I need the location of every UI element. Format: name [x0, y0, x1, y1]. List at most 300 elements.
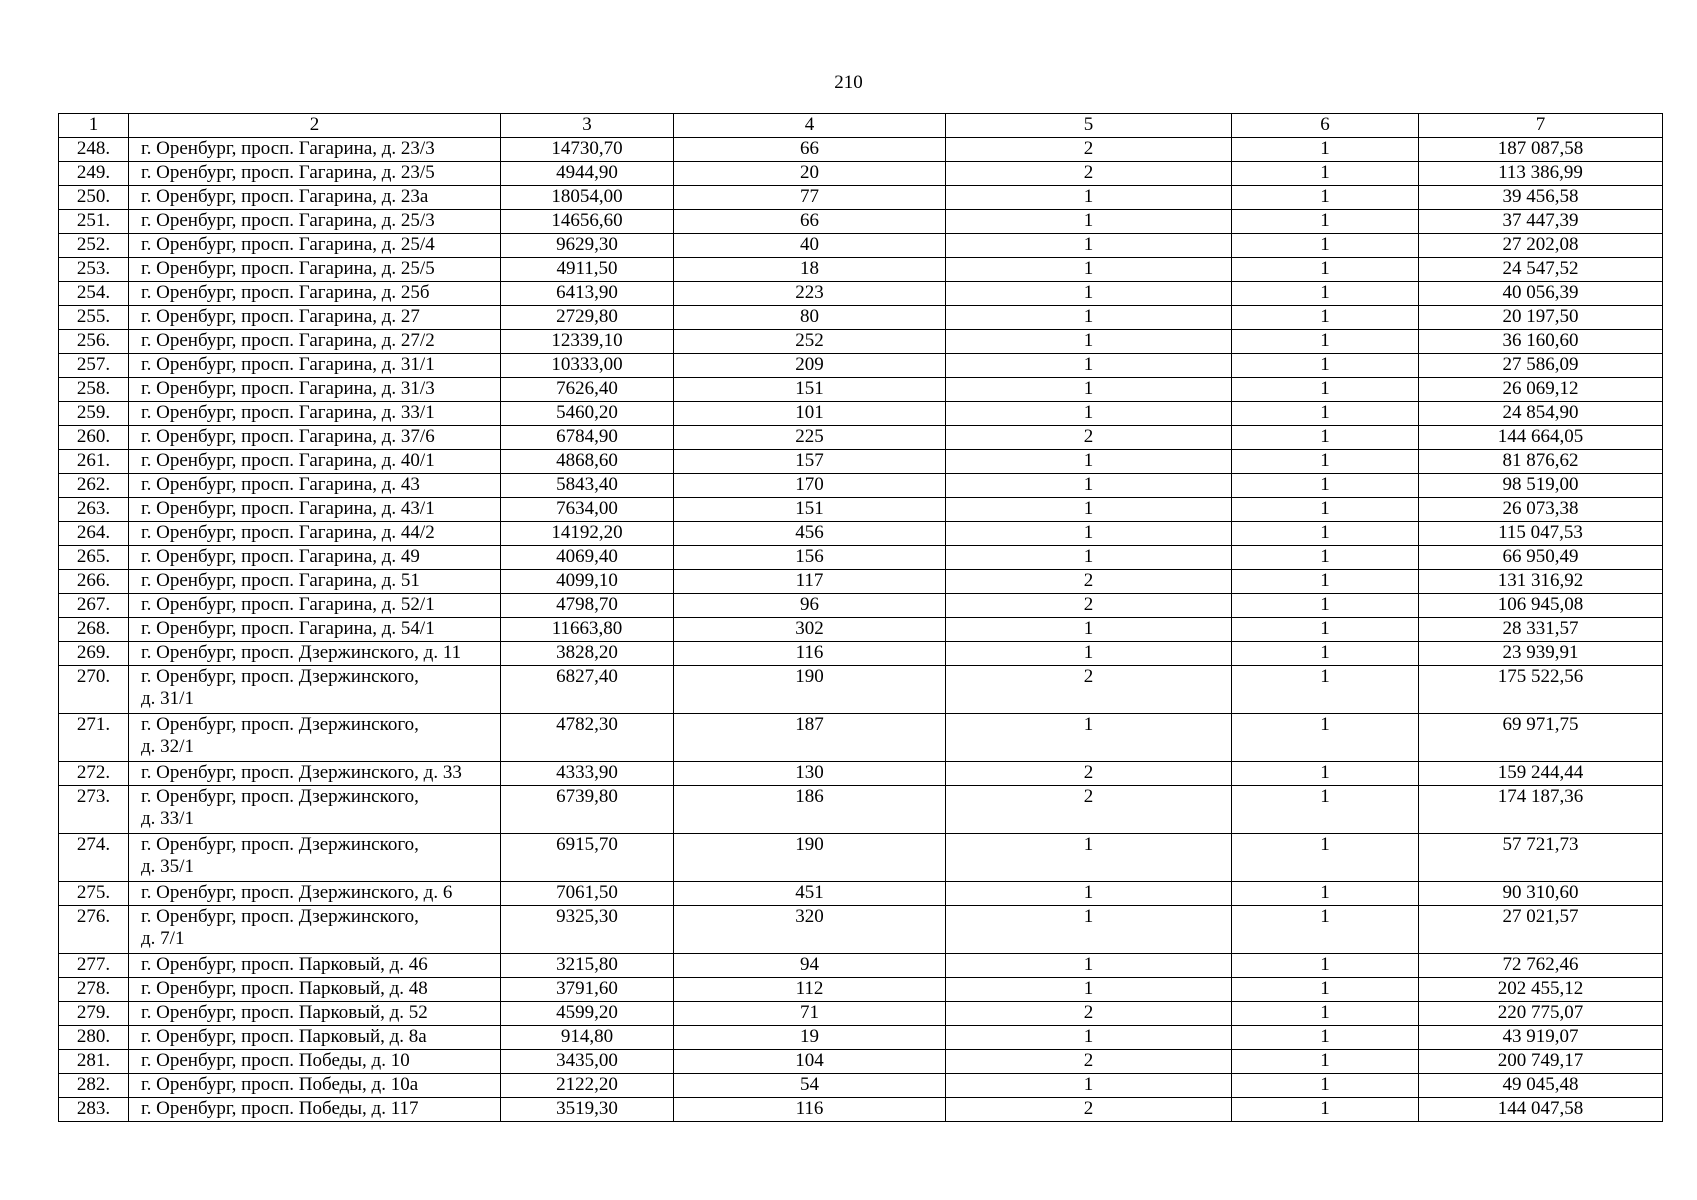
value-col-7: 39 456,58 [1419, 186, 1663, 210]
table-row [59, 594, 1663, 618]
row-number: 257. [59, 354, 129, 378]
value-col-5: 2 [946, 426, 1232, 450]
row-number: 279. [59, 1002, 129, 1026]
address-cell [129, 834, 501, 882]
address-line: д. 32/1 [141, 736, 194, 757]
address-line: г. Оренбург, просп. Парковый, д. 52 [141, 1002, 428, 1023]
value-col-5: 1 [946, 234, 1232, 258]
value-col-5: 1 [946, 954, 1232, 978]
address-line: г. Оренбург, просп. Гагарина, д. 54/1 [141, 618, 435, 639]
column-header: 3 [501, 114, 674, 138]
value-col-6: 1 [1232, 882, 1419, 906]
address-cell [129, 1026, 501, 1050]
value-col-5: 2 [946, 138, 1232, 162]
value-col-4: 187 [674, 714, 946, 762]
address-cell [129, 234, 501, 258]
address-line: г. Оренбург, просп. Гагарина, д. 44/2 [141, 522, 435, 543]
value-col-4: 66 [674, 138, 946, 162]
value-col-6: 1 [1232, 426, 1419, 450]
value-col-6: 1 [1232, 954, 1419, 978]
address-cell [129, 330, 501, 354]
value-col-7: 37 447,39 [1419, 210, 1663, 234]
value-col-7: 57 721,73 [1419, 834, 1663, 882]
value-col-6: 1 [1232, 618, 1419, 642]
value-col-4: 151 [674, 498, 946, 522]
table-row [59, 210, 1663, 234]
value-col-4: 112 [674, 978, 946, 1002]
value-col-6: 1 [1232, 546, 1419, 570]
value-col-6: 1 [1232, 450, 1419, 474]
address-cell [129, 570, 501, 594]
address-line: г. Оренбург, просп. Гагарина, д. 52/1 [141, 594, 435, 615]
value-col-7: 69 971,75 [1419, 714, 1663, 762]
column-header: 5 [946, 114, 1232, 138]
table-row [59, 426, 1663, 450]
address-cell [129, 906, 501, 954]
value-col-3: 9325,30 [501, 906, 674, 954]
address-line: г. Оренбург, просп. Парковый, д. 46 [141, 954, 428, 975]
address-line: г. Оренбург, просп. Гагарина, д. 33/1 [141, 402, 435, 423]
address-cell [129, 378, 501, 402]
address-line: г. Оренбург, просп. Дзержинского, [141, 834, 419, 855]
table-row [59, 762, 1663, 786]
column-header: 6 [1232, 114, 1419, 138]
value-col-7: 72 762,46 [1419, 954, 1663, 978]
value-col-6: 1 [1232, 594, 1419, 618]
address-cell [129, 498, 501, 522]
value-col-7: 43 919,07 [1419, 1026, 1663, 1050]
row-number: 252. [59, 234, 129, 258]
value-col-7: 131 316,92 [1419, 570, 1663, 594]
address-line: г. Оренбург, просп. Гагарина, д. 25/5 [141, 258, 435, 279]
address-cell [129, 402, 501, 426]
table-row [59, 138, 1663, 162]
table-row [59, 714, 1663, 762]
value-col-4: 77 [674, 186, 946, 210]
value-col-6: 1 [1232, 330, 1419, 354]
address-cell [129, 642, 501, 666]
value-col-3: 3519,30 [501, 1098, 674, 1122]
table-row [59, 330, 1663, 354]
value-col-6: 1 [1232, 1050, 1419, 1074]
address-cell [129, 162, 501, 186]
address-cell [129, 1050, 501, 1074]
value-col-5: 2 [946, 786, 1232, 834]
value-col-7: 27 202,08 [1419, 234, 1663, 258]
value-col-5: 1 [946, 1026, 1232, 1050]
table-row [59, 282, 1663, 306]
value-col-6: 1 [1232, 210, 1419, 234]
value-col-5: 1 [946, 450, 1232, 474]
value-col-3: 4099,10 [501, 570, 674, 594]
address-line: г. Оренбург, просп. Гагарина, д. 25/3 [141, 210, 435, 231]
value-col-7: 144 047,58 [1419, 1098, 1663, 1122]
value-col-6: 1 [1232, 1098, 1419, 1122]
row-number: 267. [59, 594, 129, 618]
row-number: 260. [59, 426, 129, 450]
value-col-4: 116 [674, 1098, 946, 1122]
row-number: 254. [59, 282, 129, 306]
value-col-4: 302 [674, 618, 946, 642]
value-col-5: 1 [946, 330, 1232, 354]
address-cell [129, 666, 501, 714]
address-line: г. Оренбург, просп. Дзержинского, д. 11 [141, 642, 462, 663]
row-number: 270. [59, 666, 129, 714]
table-row [59, 258, 1663, 282]
row-number: 259. [59, 402, 129, 426]
value-col-7: 26 073,38 [1419, 498, 1663, 522]
address-line: г. Оренбург, просп. Дзержинского, [141, 786, 419, 807]
table-row [59, 546, 1663, 570]
value-col-3: 7626,40 [501, 378, 674, 402]
row-number: 249. [59, 162, 129, 186]
address-line: г. Оренбург, просп. Дзержинского, д. 6 [141, 882, 453, 903]
address-cell [129, 1098, 501, 1122]
row-number: 253. [59, 258, 129, 282]
address-cell [129, 450, 501, 474]
row-number: 273. [59, 786, 129, 834]
value-col-7: 26 069,12 [1419, 378, 1663, 402]
value-col-6: 1 [1232, 498, 1419, 522]
table-row [59, 234, 1663, 258]
address-cell [129, 978, 501, 1002]
value-col-5: 1 [946, 258, 1232, 282]
value-col-5: 2 [946, 594, 1232, 618]
table-row [59, 978, 1663, 1002]
value-col-4: 80 [674, 306, 946, 330]
value-col-4: 18 [674, 258, 946, 282]
value-col-4: 71 [674, 1002, 946, 1026]
value-col-3: 9629,30 [501, 234, 674, 258]
page-number: 210 [834, 72, 863, 93]
address-line: г. Оренбург, просп. Дзержинского, [141, 906, 419, 927]
address-cell [129, 954, 501, 978]
column-header: 1 [59, 114, 129, 138]
value-col-5: 2 [946, 1050, 1232, 1074]
value-col-3: 4868,60 [501, 450, 674, 474]
value-col-7: 202 455,12 [1419, 978, 1663, 1002]
value-col-6: 1 [1232, 258, 1419, 282]
address-line: г. Оренбург, просп. Парковый, д. 48 [141, 978, 428, 999]
value-col-5: 2 [946, 1002, 1232, 1026]
value-col-3: 5460,20 [501, 402, 674, 426]
value-col-6: 1 [1232, 1002, 1419, 1026]
address-line: г. Оренбург, просп. Гагарина, д. 51 [141, 570, 420, 591]
value-col-3: 11663,80 [501, 618, 674, 642]
address-cell [129, 762, 501, 786]
table-row [59, 474, 1663, 498]
row-number: 256. [59, 330, 129, 354]
value-col-3: 7634,00 [501, 498, 674, 522]
address-cell [129, 882, 501, 906]
value-col-6: 1 [1232, 834, 1419, 882]
address-line: д. 7/1 [141, 928, 185, 949]
address-line: г. Оренбург, просп. Гагарина, д. 23/3 [141, 138, 435, 159]
address-line: г. Оренбург, просп. Парковый, д. 8а [141, 1026, 427, 1047]
column-header: 7 [1419, 114, 1663, 138]
address-line: г. Оренбург, просп. Гагарина, д. 23а [141, 186, 429, 207]
address-cell [129, 426, 501, 450]
value-col-6: 1 [1232, 306, 1419, 330]
value-col-3: 4944,90 [501, 162, 674, 186]
value-col-4: 190 [674, 834, 946, 882]
address-line: г. Оренбург, просп. Гагарина, д. 49 [141, 546, 420, 567]
table-row [59, 306, 1663, 330]
value-col-5: 1 [946, 354, 1232, 378]
value-col-3: 4782,30 [501, 714, 674, 762]
value-col-6: 1 [1232, 282, 1419, 306]
row-number: 262. [59, 474, 129, 498]
table-row [59, 954, 1663, 978]
address-cell [129, 1074, 501, 1098]
value-col-7: 24 547,52 [1419, 258, 1663, 282]
value-col-3: 3215,80 [501, 954, 674, 978]
value-col-3: 18054,00 [501, 186, 674, 210]
value-col-3: 6827,40 [501, 666, 674, 714]
row-number: 276. [59, 906, 129, 954]
value-col-6: 1 [1232, 786, 1419, 834]
value-col-6: 1 [1232, 522, 1419, 546]
value-col-3: 6915,70 [501, 834, 674, 882]
value-col-4: 156 [674, 546, 946, 570]
value-col-6: 1 [1232, 1074, 1419, 1098]
address-line: г. Оренбург, просп. Дзержинского, [141, 714, 419, 735]
value-col-5: 1 [946, 906, 1232, 954]
table-row [59, 666, 1663, 714]
value-col-5: 2 [946, 762, 1232, 786]
row-number: 250. [59, 186, 129, 210]
value-col-7: 27 586,09 [1419, 354, 1663, 378]
value-col-7: 187 087,58 [1419, 138, 1663, 162]
value-col-6: 1 [1232, 1026, 1419, 1050]
address-cell [129, 714, 501, 762]
address-line: г. Оренбург, просп. Дзержинского, [141, 666, 419, 687]
value-col-6: 1 [1232, 762, 1419, 786]
table-row [59, 354, 1663, 378]
value-col-4: 456 [674, 522, 946, 546]
address-cell [129, 546, 501, 570]
value-col-7: 90 310,60 [1419, 882, 1663, 906]
row-number: 268. [59, 618, 129, 642]
value-col-4: 225 [674, 426, 946, 450]
value-col-4: 94 [674, 954, 946, 978]
table-row [59, 378, 1663, 402]
value-col-5: 1 [946, 474, 1232, 498]
value-col-7: 144 664,05 [1419, 426, 1663, 450]
address-line: г. Оренбург, просп. Гагарина, д. 25б [141, 282, 430, 303]
value-col-3: 6739,80 [501, 786, 674, 834]
value-col-7: 49 045,48 [1419, 1074, 1663, 1098]
value-col-4: 104 [674, 1050, 946, 1074]
value-col-5: 1 [946, 282, 1232, 306]
value-col-3: 4333,90 [501, 762, 674, 786]
table-row [59, 1026, 1663, 1050]
value-col-5: 2 [946, 570, 1232, 594]
value-col-5: 2 [946, 1098, 1232, 1122]
table-row [59, 1050, 1663, 1074]
address-cell [129, 786, 501, 834]
address-line: г. Оренбург, просп. Гагарина, д. 27 [141, 306, 420, 327]
value-col-6: 1 [1232, 642, 1419, 666]
address-line: г. Оренбург, просп. Гагарина, д. 37/6 [141, 426, 435, 447]
table-row [59, 522, 1663, 546]
value-col-4: 186 [674, 786, 946, 834]
row-number: 248. [59, 138, 129, 162]
table-row [59, 1074, 1663, 1098]
value-col-5: 1 [946, 186, 1232, 210]
value-col-7: 220 775,07 [1419, 1002, 1663, 1026]
value-col-3: 5843,40 [501, 474, 674, 498]
value-col-3: 7061,50 [501, 882, 674, 906]
value-col-4: 157 [674, 450, 946, 474]
value-col-5: 1 [946, 210, 1232, 234]
row-number: 255. [59, 306, 129, 330]
table-row [59, 570, 1663, 594]
value-col-5: 2 [946, 162, 1232, 186]
address-cell [129, 474, 501, 498]
value-col-4: 54 [674, 1074, 946, 1098]
value-col-3: 914,80 [501, 1026, 674, 1050]
value-col-5: 1 [946, 978, 1232, 1002]
value-col-5: 2 [946, 666, 1232, 714]
table-row [59, 402, 1663, 426]
value-col-6: 1 [1232, 570, 1419, 594]
table-row [59, 186, 1663, 210]
address-cell [129, 138, 501, 162]
value-col-6: 1 [1232, 402, 1419, 426]
value-col-5: 1 [946, 402, 1232, 426]
table-row [59, 786, 1663, 834]
address-cell [129, 210, 501, 234]
value-col-6: 1 [1232, 666, 1419, 714]
value-col-3: 2122,20 [501, 1074, 674, 1098]
table-row [59, 450, 1663, 474]
table-row [59, 1098, 1663, 1122]
value-col-7: 159 244,44 [1419, 762, 1663, 786]
value-col-5: 1 [946, 378, 1232, 402]
address-line: г. Оренбург, просп. Победы, д. 117 [141, 1098, 419, 1119]
value-col-7: 115 047,53 [1419, 522, 1663, 546]
row-number: 277. [59, 954, 129, 978]
value-col-7: 20 197,50 [1419, 306, 1663, 330]
value-col-5: 1 [946, 834, 1232, 882]
address-cell [129, 354, 501, 378]
value-col-7: 174 187,36 [1419, 786, 1663, 834]
value-col-5: 1 [946, 522, 1232, 546]
value-col-3: 14192,20 [501, 522, 674, 546]
address-line: г. Оренбург, просп. Гагарина, д. 25/4 [141, 234, 435, 255]
value-col-3: 14730,70 [501, 138, 674, 162]
column-header: 2 [129, 114, 501, 138]
value-col-3: 10333,00 [501, 354, 674, 378]
value-col-3: 4798,70 [501, 594, 674, 618]
value-col-6: 1 [1232, 714, 1419, 762]
value-col-3: 4069,40 [501, 546, 674, 570]
address-line: г. Оренбург, просп. Гагарина, д. 40/1 [141, 450, 435, 471]
value-col-3: 14656,60 [501, 210, 674, 234]
column-header: 4 [674, 114, 946, 138]
value-col-7: 24 854,90 [1419, 402, 1663, 426]
value-col-4: 223 [674, 282, 946, 306]
table-row [59, 618, 1663, 642]
address-line: г. Оренбург, просп. Гагарина, д. 27/2 [141, 330, 435, 351]
value-col-6: 1 [1232, 234, 1419, 258]
value-col-3: 2729,80 [501, 306, 674, 330]
value-col-3: 6784,90 [501, 426, 674, 450]
row-number: 261. [59, 450, 129, 474]
table-body [59, 138, 1663, 1122]
row-number: 263. [59, 498, 129, 522]
row-number: 278. [59, 978, 129, 1002]
value-col-4: 151 [674, 378, 946, 402]
address-line: г. Оренбург, просп. Победы, д. 10а [141, 1074, 419, 1095]
value-col-6: 1 [1232, 474, 1419, 498]
value-col-5: 1 [946, 1074, 1232, 1098]
address-line: д. 33/1 [141, 808, 194, 829]
row-number: 274. [59, 834, 129, 882]
value-col-7: 81 876,62 [1419, 450, 1663, 474]
value-col-7: 36 160,60 [1419, 330, 1663, 354]
value-col-7: 98 519,00 [1419, 474, 1663, 498]
address-cell [129, 186, 501, 210]
row-number: 272. [59, 762, 129, 786]
row-number: 282. [59, 1074, 129, 1098]
value-col-3: 3791,60 [501, 978, 674, 1002]
table-row [59, 642, 1663, 666]
row-number: 258. [59, 378, 129, 402]
value-col-3: 4911,50 [501, 258, 674, 282]
value-col-4: 170 [674, 474, 946, 498]
value-col-4: 40 [674, 234, 946, 258]
value-col-5: 1 [946, 714, 1232, 762]
row-number: 264. [59, 522, 129, 546]
row-number: 271. [59, 714, 129, 762]
address-cell [129, 594, 501, 618]
row-number: 283. [59, 1098, 129, 1122]
value-col-7: 200 749,17 [1419, 1050, 1663, 1074]
value-col-5: 1 [946, 642, 1232, 666]
value-col-4: 451 [674, 882, 946, 906]
row-number: 266. [59, 570, 129, 594]
address-line: д. 35/1 [141, 856, 194, 877]
address-line: г. Оренбург, просп. Гагарина, д. 23/5 [141, 162, 435, 183]
value-col-4: 252 [674, 330, 946, 354]
value-col-7: 40 056,39 [1419, 282, 1663, 306]
value-col-4: 190 [674, 666, 946, 714]
value-col-6: 1 [1232, 378, 1419, 402]
value-col-4: 320 [674, 906, 946, 954]
address-line: г. Оренбург, просп. Гагарина, д. 31/1 [141, 354, 435, 375]
address-cell [129, 282, 501, 306]
address-line: г. Оренбург, просп. Победы, д. 10 [141, 1050, 410, 1071]
address-line: д. 31/1 [141, 688, 194, 709]
value-col-4: 130 [674, 762, 946, 786]
value-col-4: 209 [674, 354, 946, 378]
value-col-7: 27 021,57 [1419, 906, 1663, 954]
value-col-3: 3828,20 [501, 642, 674, 666]
address-cell [129, 1002, 501, 1026]
address-cell [129, 306, 501, 330]
value-col-5: 1 [946, 498, 1232, 522]
value-col-4: 101 [674, 402, 946, 426]
value-col-3: 6413,90 [501, 282, 674, 306]
value-col-4: 117 [674, 570, 946, 594]
address-cell [129, 618, 501, 642]
value-col-6: 1 [1232, 978, 1419, 1002]
value-col-5: 1 [946, 546, 1232, 570]
row-number: 281. [59, 1050, 129, 1074]
table-row [59, 162, 1663, 186]
